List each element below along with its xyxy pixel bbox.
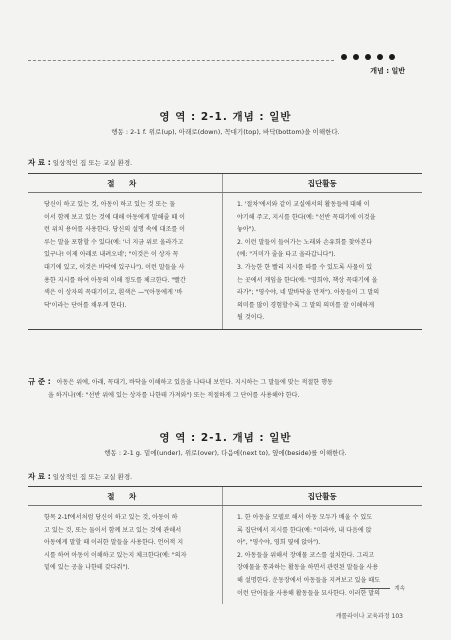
text-line: 는 곳에서 게임을 한다(예: "영희야, 책상 꼭대기에 올 [237,276,378,284]
section1-material [28,157,132,168]
section1-behavior: 행동 : 2-1 f. 위로(up), 아래로(down), 꼭대기(top), 바닥(bottom)을 이해한다. [111,128,340,136]
bullet-dot [353,54,359,60]
header-dashed-rule [28,60,334,61]
text-line: 2. 이런 말들이 들어가는 노래와 손유희를 찾아본다 [237,238,373,246]
text-line: 3. 가능한 한 빨리 지시를 따를 수 있도록 사물이 있 [237,263,373,271]
page-footer: 캐롤라이나 교육과정 103 [335,613,403,620]
text-line: 당신이 하고 있는 것, 아동이 하고 있는 것 또는 둘 [44,201,176,208]
text-line: 라가"; "영수야, 네 발바닥을 만져"). 아동들이 그 말의 [237,289,380,297]
bullet-dot [377,54,383,60]
text-line: 야기해 주고, 지시를 한다(예: "선반 꼭대기에 이것을 [237,213,376,221]
continued-rule [360,588,390,589]
continued-text: 계속 [394,586,405,592]
text-line: 해 설명한다. 운동장에서 아동들을 지켜보고 있을 때도 [237,576,381,584]
text-line: 될 것이다. [237,314,265,322]
text-line: 놓아"). [237,226,256,234]
text-line: 밑에 있는 공을 나한테 갖다줘"). [44,564,130,572]
criterion-line: 을 하거나(예: "선반 위에 있는 상자를 나한테 가져와") 또는 적절하게 그 단어를 사용해야 한다. [48,391,300,399]
material-label: 자 료 : [28,472,51,481]
col-procedure-header: 절 차 [107,491,143,501]
section-tag: 개념 : 일반 [370,67,405,75]
text-line: 아동에게 말할 때 이러한 말들을 사용한다. 언어적 지 [44,539,184,547]
text-line: 록 집단에서 지시를 한다(예: "미라야, 내 다음에 앉 [237,526,372,534]
text-line: 용한 지시를 하여 아동의 이해 정도를 체크한다. "빨간 [44,276,186,284]
text-line: 1. '절차'에서와 같이 교실에서의 활동들에 대해 이 [237,201,370,208]
col-group-header: 집단활동 [222,174,423,192]
text-line: 고 있는 것, 또는 둘이서 함께 보고 있는 것에 관해서 [44,526,182,534]
text-line: 의미를 많이 경험할수록 그 말의 의미를 잘 이해하게 [237,301,375,309]
text-line: 장애물을 통과하는 활동을 하면서 관련된 말들을 사용 [237,564,379,572]
material-text: 일상적인 집 또는 교실 환경. [52,159,133,167]
section1-criterion [28,376,422,402]
text-line: 1. 한 아동을 모델로 해서 아동 모두가 배울 수 있도 [237,514,373,521]
text-line: 아", "영수야, 영희 옆에 앉아"). [237,539,321,547]
section2-material [28,471,132,482]
material-label: 자 료 : [28,158,51,167]
bullet-dot [365,54,371,60]
procedure-column [28,193,222,329]
group-activity-column [222,193,422,329]
section1-title: 영 역 : 2-1. 개념 : 일반 [159,111,292,123]
section2-behavior: 행동 : 2-1 g. 밑에(under), 위로(over), 다음에(next to), 옆에(beside)를 이해한다. [104,449,347,457]
text-line: 루는 말을 포함할 수 있다(예: '너 지금 위로 올라가고 [44,238,184,246]
text-line: 있구나! 이제 아래로 내려오네'; "이것은 이 상자 꼭 [44,251,179,259]
text-line: 시를 하여 아동이 이해하고 있는지 체크한다(예: "의자 [44,551,187,559]
text-line: 항목 2-1f에서처럼 당신이 하고 있는 것, 아동이 하 [44,514,178,521]
text-line: (예: "거미가 줄을 타고 올라갑니다"). [237,251,336,259]
text-line: 닥'이라는 단어를 채우게 한다). [44,301,127,309]
procedure-column [28,506,222,604]
section2-title: 영 역 : 2-1. 개념 : 일반 [159,432,292,444]
material-text: 일상적인 집 또는 교실 환경. [52,473,133,481]
text-line: 이서 함께 보고 있는 것에 대해 아동에게 말해줄 때 이 [44,213,186,221]
header-dots [341,54,395,60]
table-header [28,487,422,506]
text-line: 2. 아동들을 위해서 장애물 코스를 설치한다. 그리고 [237,551,375,559]
col-procedure-header: 절 차 [107,178,143,188]
text-line: 런 위치 용어를 사용한다. 당신의 설명 속에 대조를 이 [44,226,186,234]
text-line: 색은 이 상자의 꼭대기이고, 흰색은 —"(아동에게 '바 [44,289,183,297]
col-group-header: 집단활동 [222,487,423,505]
text-line: 대기에 있고, 이것은 바닥에 있구나"). 이런 말들을 사 [44,263,185,271]
bullet-dot [389,54,395,60]
table-header [28,174,422,193]
text-line: 이런 단어들을 사용해 활동들을 묘사한다. 이러한 말의 [237,589,381,597]
bullet-dot [341,54,347,60]
criterion-label: 규 준 : [28,377,51,386]
table-body [28,193,422,330]
section1-table [28,173,422,330]
criterion-line: 아동은 위에, 아래, 꼭대기, 바닥을 이해하고 있음을 나타내 보인다. 지시하는 그 말들에 맞는 적절한 행동 [56,379,333,386]
continued-marker [360,584,405,592]
